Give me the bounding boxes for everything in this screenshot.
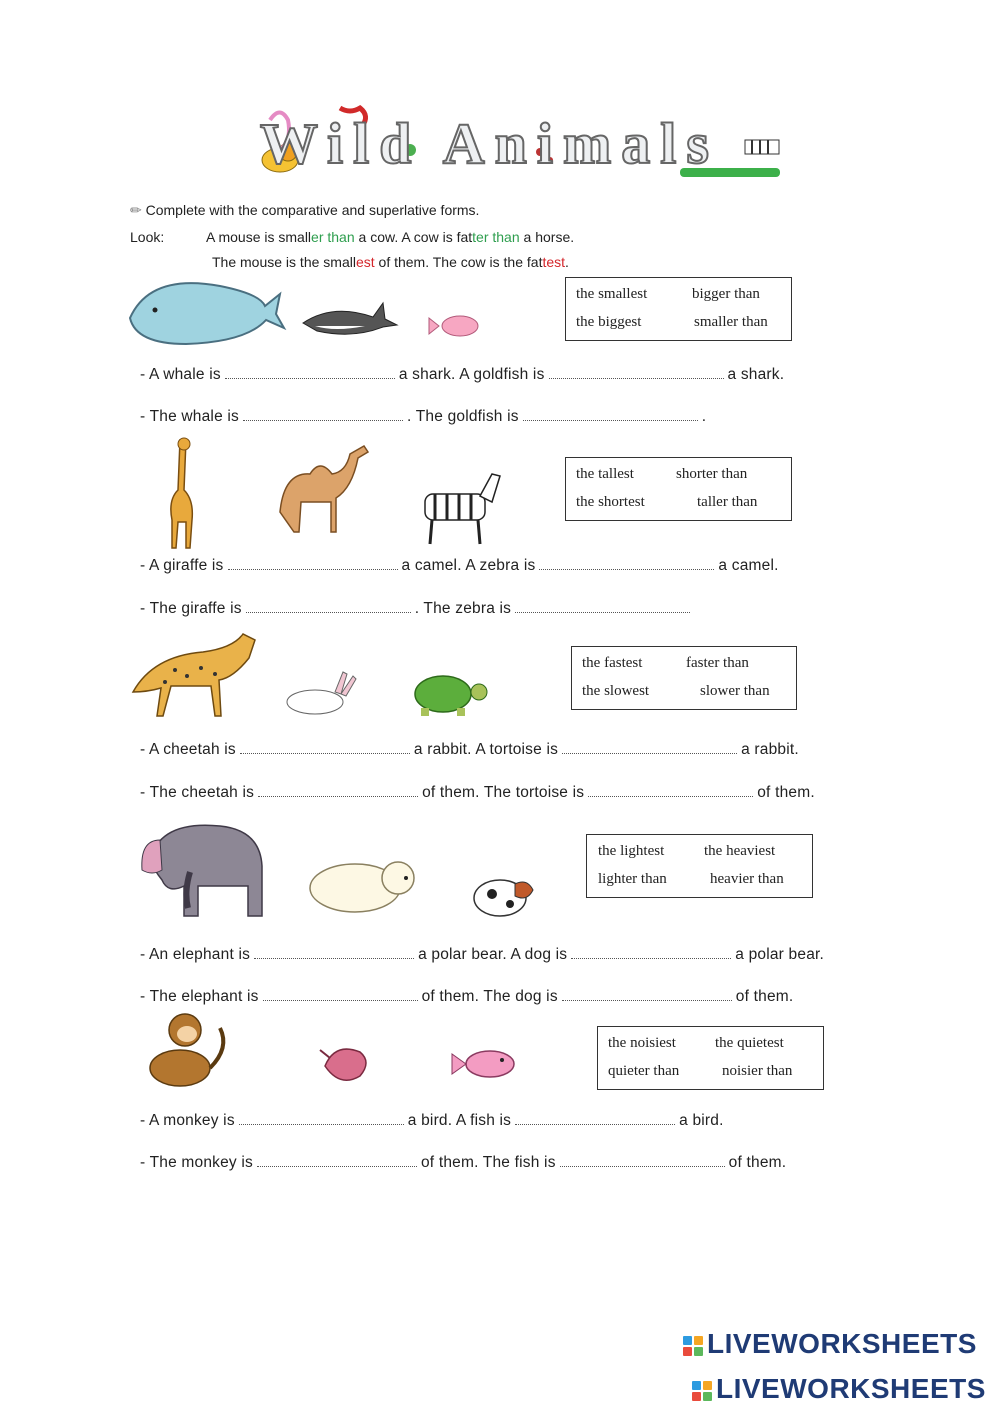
word-option: faster than xyxy=(686,655,749,671)
sentence-row xyxy=(140,1112,724,1130)
example-text: a cow. A cow is fat xyxy=(354,229,473,245)
sentence-text: a polar bear. A dog is xyxy=(418,946,568,963)
example-text: . xyxy=(565,254,569,270)
camel-image xyxy=(280,446,368,532)
sentence-text: a rabbit. A tortoise is xyxy=(413,741,559,758)
bird-image xyxy=(320,1049,366,1080)
brand-text: LIVEWORKSHEETS xyxy=(716,1373,986,1404)
pencil-icon: ✏ xyxy=(130,202,142,218)
rabbit-image xyxy=(287,672,356,714)
dog-image xyxy=(474,880,533,916)
word-option: the slowest xyxy=(582,683,650,699)
sentence-text: - The elephant is xyxy=(140,988,259,1005)
sentence-row xyxy=(140,1154,786,1172)
example-text: A mouse is small xyxy=(206,229,312,245)
elephant-image xyxy=(142,825,262,916)
liveworksheets-logo xyxy=(683,1328,977,1360)
word-box-4 xyxy=(586,834,813,898)
logo-grid-icon xyxy=(692,1381,712,1401)
word-box-2 xyxy=(565,457,792,521)
example-text: a horse. xyxy=(519,229,575,245)
word-option: the quietest xyxy=(715,1035,784,1051)
instruction-text: Complete with the comparative and superlative forms. xyxy=(145,202,480,218)
sentence-text: - A giraffe is xyxy=(140,557,224,574)
answer-blank[interactable] xyxy=(228,557,398,570)
word-box-5 xyxy=(597,1026,824,1090)
answer-blank[interactable] xyxy=(258,784,418,797)
sentence-text: a bird. A fish is xyxy=(407,1112,512,1129)
example-line-1 xyxy=(206,229,574,245)
answer-blank[interactable] xyxy=(239,1112,404,1125)
sentence-text: of them. The dog is xyxy=(421,988,558,1005)
sentence-text: a bird. xyxy=(679,1112,724,1129)
animal-images-4 xyxy=(130,820,540,925)
sentence-row xyxy=(140,988,793,1006)
look-label: Look: xyxy=(130,229,165,245)
example-line-2 xyxy=(212,254,569,270)
logo-grid-icon xyxy=(683,1336,703,1356)
answer-blank[interactable] xyxy=(588,784,753,797)
brand-text: LIVEWORKSHEETS xyxy=(707,1328,977,1359)
animal-images-5 xyxy=(130,1008,530,1093)
word-option: the biggest xyxy=(576,314,642,330)
answer-blank[interactable] xyxy=(560,1154,725,1167)
answer-blank[interactable] xyxy=(254,946,414,959)
animal-images-1 xyxy=(125,278,505,348)
example-highlight: est xyxy=(355,254,375,270)
sentence-text: of them. The tortoise is xyxy=(422,784,585,801)
word-option: noisier than xyxy=(722,1063,793,1079)
sentence-row xyxy=(140,946,824,964)
animal-images-3 xyxy=(125,630,505,725)
monkey-image xyxy=(150,1014,223,1086)
shark-image xyxy=(303,303,397,334)
sentence-text: a shark. A goldfish is xyxy=(398,366,545,383)
example-highlight: test xyxy=(542,254,566,270)
example-text: of them. The cow is the fat xyxy=(374,254,543,270)
word-box-1 xyxy=(565,277,792,341)
title-area xyxy=(240,100,800,190)
word-option: the noisiest xyxy=(608,1035,676,1051)
sentence-text: of them. xyxy=(757,784,815,801)
word-option: smaller than xyxy=(694,314,768,330)
word-option: the smallest xyxy=(576,286,648,302)
sentence-text: . xyxy=(701,408,707,425)
example-text: The mouse is the small xyxy=(212,254,356,270)
sentence-text: a shark. xyxy=(727,366,785,383)
sentence-text: - A cheetah is xyxy=(140,741,236,758)
answer-blank[interactable] xyxy=(225,366,395,379)
word-option: the shortest xyxy=(576,494,645,510)
example-highlight: ter than xyxy=(472,229,520,245)
sentence-text: of them. The fish is xyxy=(420,1154,556,1171)
sentence-text: - A whale is xyxy=(140,366,221,383)
word-option: taller than xyxy=(697,494,758,510)
sentence-text: . The goldfish is xyxy=(407,408,519,425)
sentence-text: a rabbit. xyxy=(741,741,799,758)
sentence-text: - The giraffe is xyxy=(140,600,242,617)
answer-blank[interactable] xyxy=(257,1154,417,1167)
sentence-text: a camel. A zebra is xyxy=(401,557,536,574)
sentence-row xyxy=(140,408,706,426)
sentence-text: of them. xyxy=(728,1154,787,1171)
sentence-text: - The monkey is xyxy=(140,1154,253,1171)
sentence-text: . The zebra is xyxy=(414,600,512,617)
giraffe-image xyxy=(171,438,192,548)
sentence-text: - A monkey is xyxy=(140,1112,235,1129)
sentence-text: of them. xyxy=(735,988,794,1005)
word-option: shorter than xyxy=(676,466,748,482)
sentence-text: a camel. xyxy=(718,557,779,574)
word-option: the heaviest xyxy=(704,843,776,859)
cheetah-image xyxy=(133,634,255,716)
sentence-text: - The cheetah is xyxy=(140,784,255,801)
word-box-3 xyxy=(571,646,797,710)
sentence-row xyxy=(140,557,779,575)
whale-image xyxy=(130,283,284,344)
word-option: lighter than xyxy=(598,871,667,887)
word-option: bigger than xyxy=(692,286,760,302)
animal-images-2 xyxy=(140,432,510,552)
goldfish-image xyxy=(429,316,478,336)
answer-blank[interactable] xyxy=(562,741,737,754)
fish-image xyxy=(452,1051,514,1077)
word-option: the lightest xyxy=(598,843,665,859)
word-option: the fastest xyxy=(582,655,643,671)
tortoise-image xyxy=(415,676,487,716)
answer-blank[interactable] xyxy=(571,946,731,959)
sentence-text: a polar bear. xyxy=(735,946,825,963)
sentence-row xyxy=(140,366,784,384)
answer-blank[interactable] xyxy=(240,741,410,754)
answer-blank[interactable] xyxy=(243,408,403,421)
answer-blank[interactable] xyxy=(523,408,698,421)
word-option: quieter than xyxy=(608,1063,680,1079)
word-option: heavier than xyxy=(710,871,784,887)
liveworksheets-logo xyxy=(692,1373,986,1405)
answer-blank[interactable] xyxy=(515,600,690,613)
answer-blank[interactable] xyxy=(515,1112,675,1125)
word-option: slower than xyxy=(700,683,770,699)
sentence-row xyxy=(140,741,799,759)
zebra-image xyxy=(425,474,500,544)
example-highlight: er than xyxy=(311,229,355,245)
answer-blank[interactable] xyxy=(263,988,418,1001)
answer-blank[interactable] xyxy=(539,557,714,570)
instruction-row xyxy=(130,202,479,219)
word-option: the tallest xyxy=(576,466,634,482)
answer-blank[interactable] xyxy=(562,988,732,1001)
polar-bear-image xyxy=(310,862,414,912)
sentence-text: - The whale is xyxy=(140,408,240,425)
sentence-row xyxy=(140,600,694,618)
sentence-text: - An elephant is xyxy=(140,946,251,963)
page-title: Wild Animals xyxy=(260,111,719,176)
answer-blank[interactable] xyxy=(246,600,411,613)
sentence-row xyxy=(140,784,815,802)
answer-blank[interactable] xyxy=(549,366,724,379)
